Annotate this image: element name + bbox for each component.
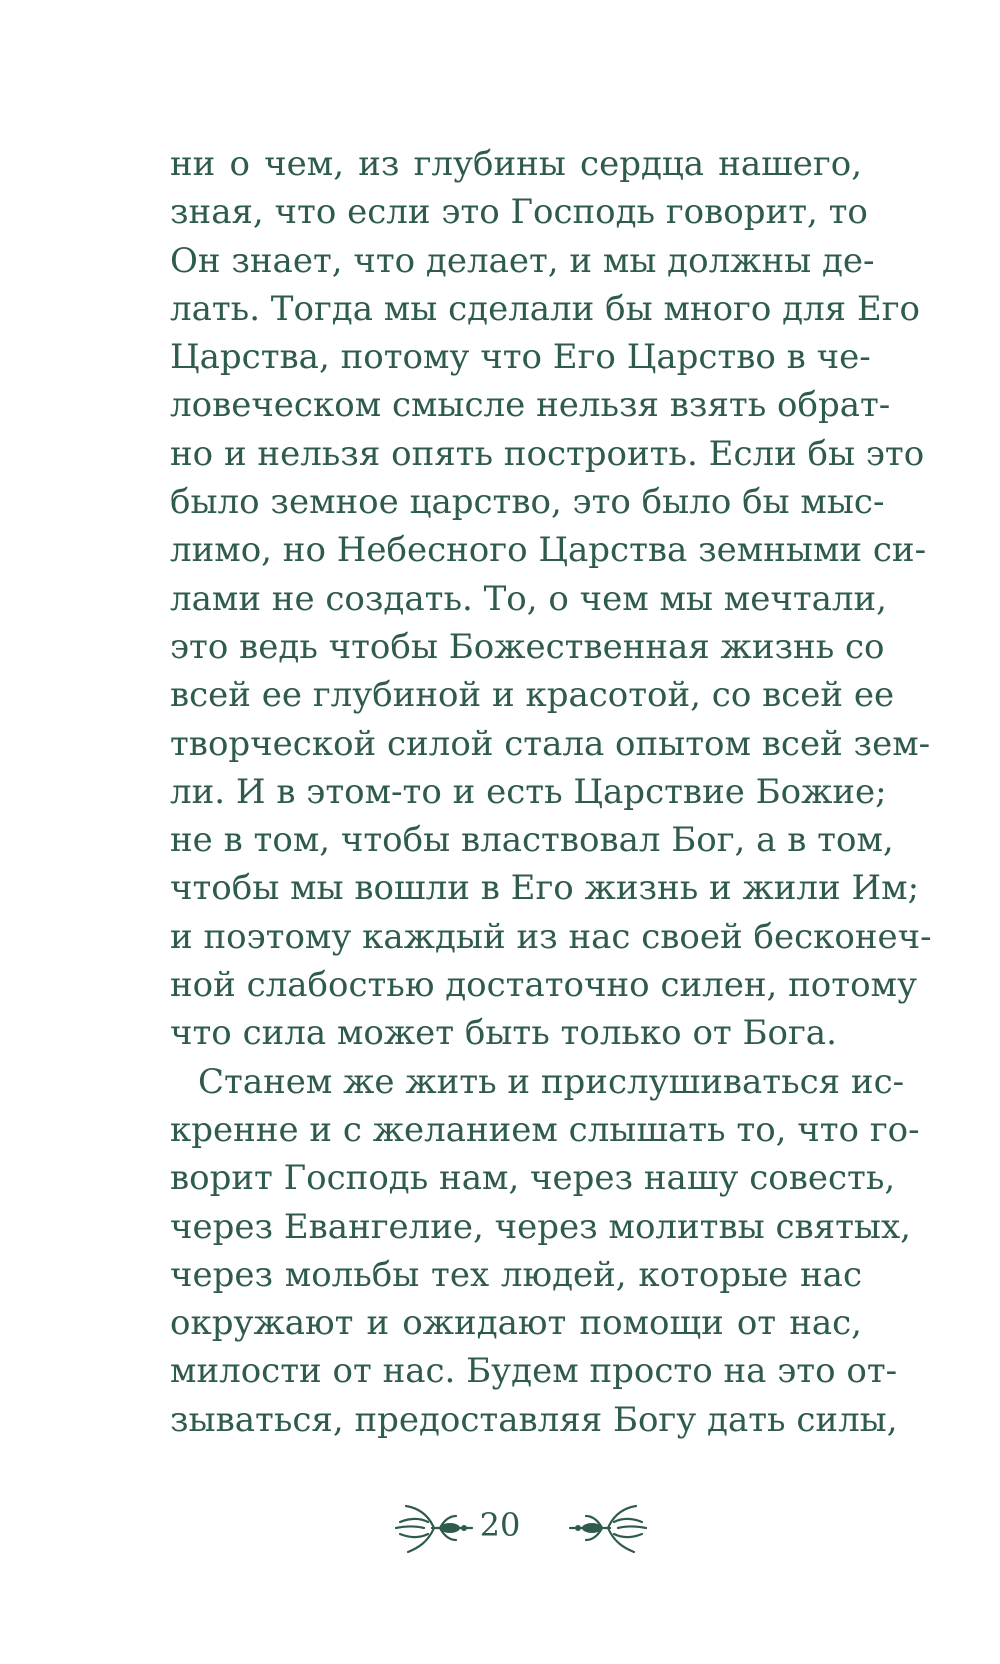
- text-line: ной слабостью достаточно силен, потому: [170, 965, 918, 1006]
- text-line: зываться, предоставляя Богу дать силы,: [170, 1399, 898, 1440]
- text-line: зная, что если это Господь говорит, то: [170, 192, 868, 233]
- text-line: кренне и с желанием слышать то, что го-: [170, 1109, 920, 1150]
- text-block: [170, 140, 932, 1444]
- text-line: лать. Тогда мы сделали бы много для Его: [170, 288, 921, 329]
- text-line: но и нельзя опять построить. Если бы это: [170, 433, 925, 474]
- text-line: ни о чем, из глубины сердца нашего,: [170, 144, 862, 184]
- text-line: что сила может быть только от Бога.: [170, 1013, 837, 1054]
- text-line: не в том, чтобы властвовал Бог, а в том,: [170, 820, 894, 861]
- text-line: это ведь чтобы Божественная жизнь со: [170, 626, 885, 667]
- text-line: творческой силой стала опытом всей зем-: [170, 723, 931, 764]
- text-line: милости от нас. Будем просто на это от-: [170, 1351, 898, 1392]
- text-line: окружают и ожидают помощи от нас,: [170, 1303, 862, 1344]
- text-line: через мольбы тех людей, которые нас: [170, 1254, 862, 1295]
- text-line: ловеческом смысле нельзя взять обрат-: [170, 385, 891, 426]
- paragraph-2: [170, 1058, 920, 1444]
- text-line: было земное царство, это было бы мыс-: [170, 482, 885, 523]
- page-number: 20: [479, 1506, 521, 1544]
- text-line: чтобы мы вошли в Его жизнь и жили Им;: [170, 868, 920, 909]
- text-line: ворит Господь нам, через нашу совесть,: [170, 1158, 896, 1199]
- floral-ornament-icon: [566, 1500, 648, 1556]
- text-line: лами не создать. То, о чем мы мечтали,: [170, 578, 887, 619]
- text-line: лимо, но Небесного Царства земными си-: [170, 530, 927, 571]
- text-line: ли. И в этом-то и есть Царствие Божие;: [170, 771, 887, 812]
- text-line: Царства, потому что Его Царство в че-: [170, 337, 871, 378]
- text-line: Он знает, что делает, и мы должны де-: [170, 240, 875, 281]
- text-line: через Евангелие, через молитвы святых,: [170, 1206, 911, 1247]
- text-line: Станем же жить и прислушиваться ис-: [198, 1061, 905, 1102]
- page-footer: [0, 1500, 1000, 1560]
- paragraph-1: [170, 140, 932, 1058]
- text-line: всей ее глубиной и красотой, со всей ее: [170, 675, 895, 716]
- text-line: и поэтому каждый из нас своей бесконеч-: [170, 916, 932, 957]
